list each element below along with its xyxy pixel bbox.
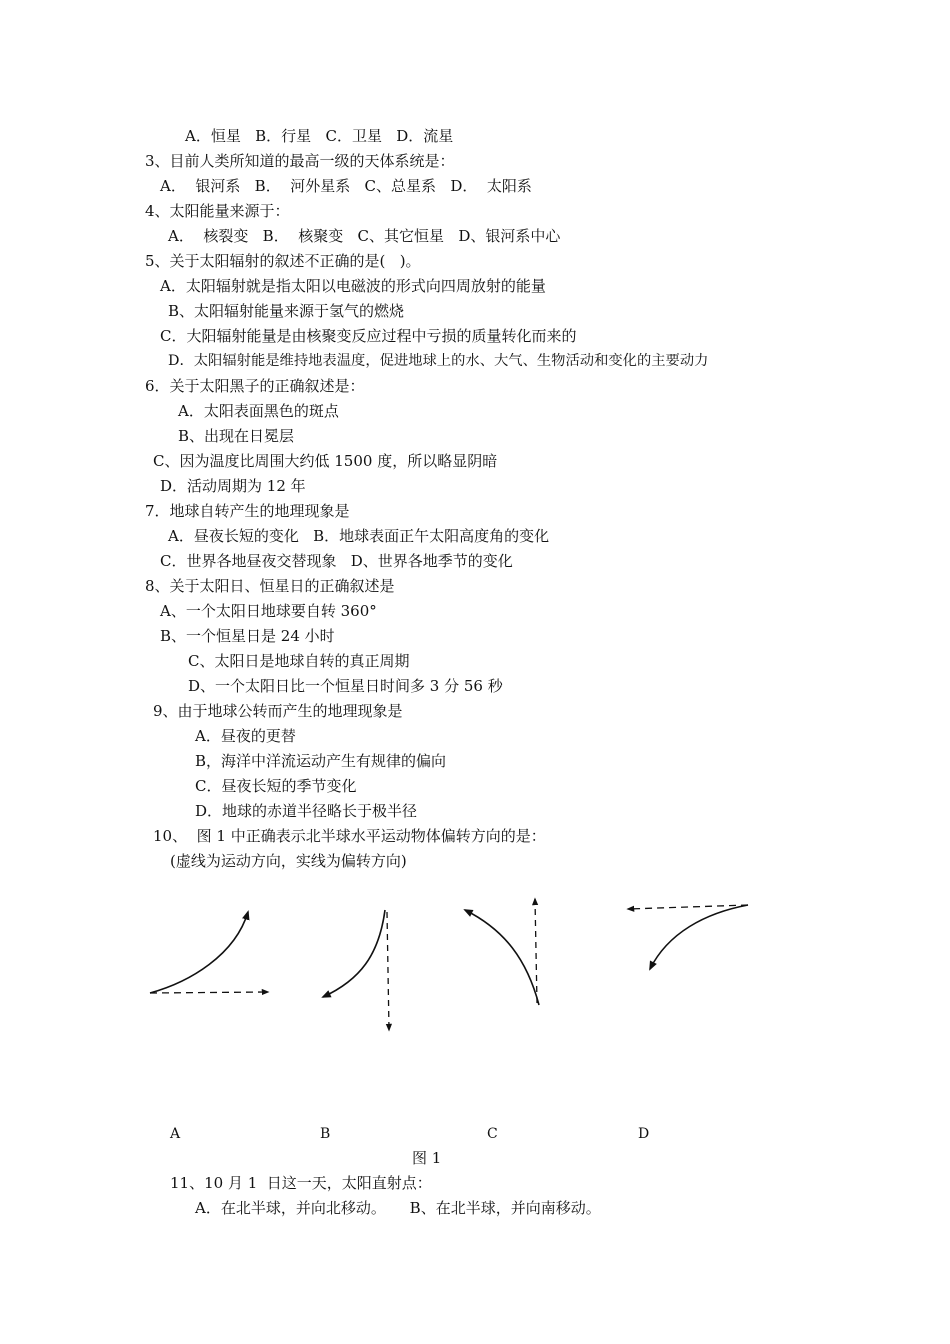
figure-caption: 图 1 bbox=[412, 1149, 442, 1167]
text-line: 3、目前人类所知道的最高一级的天体系统是： bbox=[145, 152, 455, 170]
text-line: 5、关于太阳辐射的叙述不正确的是( )。 bbox=[145, 252, 421, 270]
figure-label-b: B bbox=[320, 1126, 331, 1142]
text-line: B，海洋中洋流运动产生有规律的偏向 bbox=[195, 752, 447, 770]
deflection-diagram-c bbox=[455, 895, 555, 1010]
text-line: A．昼夜长短的变化 B．地球表面正午太阳高度角的变化 bbox=[168, 527, 550, 545]
text-line: 9、由于地球公转而产生的地理现象是 bbox=[153, 702, 403, 720]
deflection-diagram-d bbox=[620, 895, 760, 975]
text-line: 11、10 月 1 日这一天，太阳直射点： bbox=[170, 1174, 432, 1192]
text-line: 4、太阳能量来源于： bbox=[145, 202, 290, 220]
text-line: 8、关于太阳日、恒星日的正确叙述是 bbox=[145, 577, 395, 595]
text-line: C．昼夜长短的季节变化 bbox=[195, 777, 357, 795]
text-line: A． 银河系 B． 河外星系 C、总星系 D． 太阳系 bbox=[160, 177, 532, 195]
text-line: A．太阳表面黑色的斑点 bbox=[178, 402, 339, 420]
text-line: 6．关于太阳黑子的正确叙述是： bbox=[145, 377, 365, 395]
text-line: D、一个太阳日比一个恒星日时间多 3 分 56 秒 bbox=[188, 677, 503, 695]
text-line: A．太阳辐射就是指太阳以电磁波的形式向四周放射的能量 bbox=[160, 277, 546, 295]
text-line: A．恒星 B．行星 C．卫星 D．流星 bbox=[185, 127, 454, 145]
text-line: D．太阳辐射能是维持地表温度，促进地球上的水、大气、生物活动和变化的主要动力 bbox=[168, 353, 709, 369]
text-line: A．在北半球，并向北移动。 B、在北半球，并向南移动。 bbox=[195, 1199, 601, 1217]
text-line: B、出现在日冕层 bbox=[178, 427, 295, 445]
text-line: C．大阳辐射能量是由核聚变反应过程中亏损的质量转化而来的 bbox=[160, 327, 577, 345]
figure-label-d: D bbox=[638, 1126, 650, 1142]
text-line: 10、 图 1 中正确表示北半球水平运动物体偏转方向的是： bbox=[153, 827, 546, 845]
text-line: A、一个太阳日地球要自转 360° bbox=[160, 602, 377, 620]
text-line: C、太阳日是地球自转的真正周期 bbox=[188, 652, 410, 670]
deflection-diagram-a bbox=[140, 900, 280, 1010]
text-line: B、太阳辐射能量来源于氢气的燃烧 bbox=[168, 302, 405, 320]
text-line: (虚线为运动方向，实线为偏转方向) bbox=[170, 852, 407, 870]
deflection-diagram-b bbox=[315, 900, 405, 1035]
text-line: A．昼夜的更替 bbox=[195, 727, 296, 745]
text-line: B、一个恒星日是 24 小时 bbox=[160, 627, 335, 645]
text-line: C、因为温度比周围大约低 1500 度，所以略显阴暗 bbox=[153, 452, 498, 470]
text-line: D．地球的赤道半径略长于极半径 bbox=[195, 802, 418, 820]
text-line: C．世界各地昼夜交替现象 D、世界各地季节的变化 bbox=[160, 552, 513, 570]
text-line: D．活动周期为 12 年 bbox=[160, 477, 306, 495]
figure-label-a: A bbox=[170, 1126, 181, 1142]
text-line: 7．地球自转产生的地理现象是 bbox=[145, 502, 350, 520]
text-line: A． 核裂变 B． 核聚变 C、其它恒星 D、银河系中心 bbox=[168, 227, 561, 245]
figure-label-c: C bbox=[487, 1126, 498, 1142]
